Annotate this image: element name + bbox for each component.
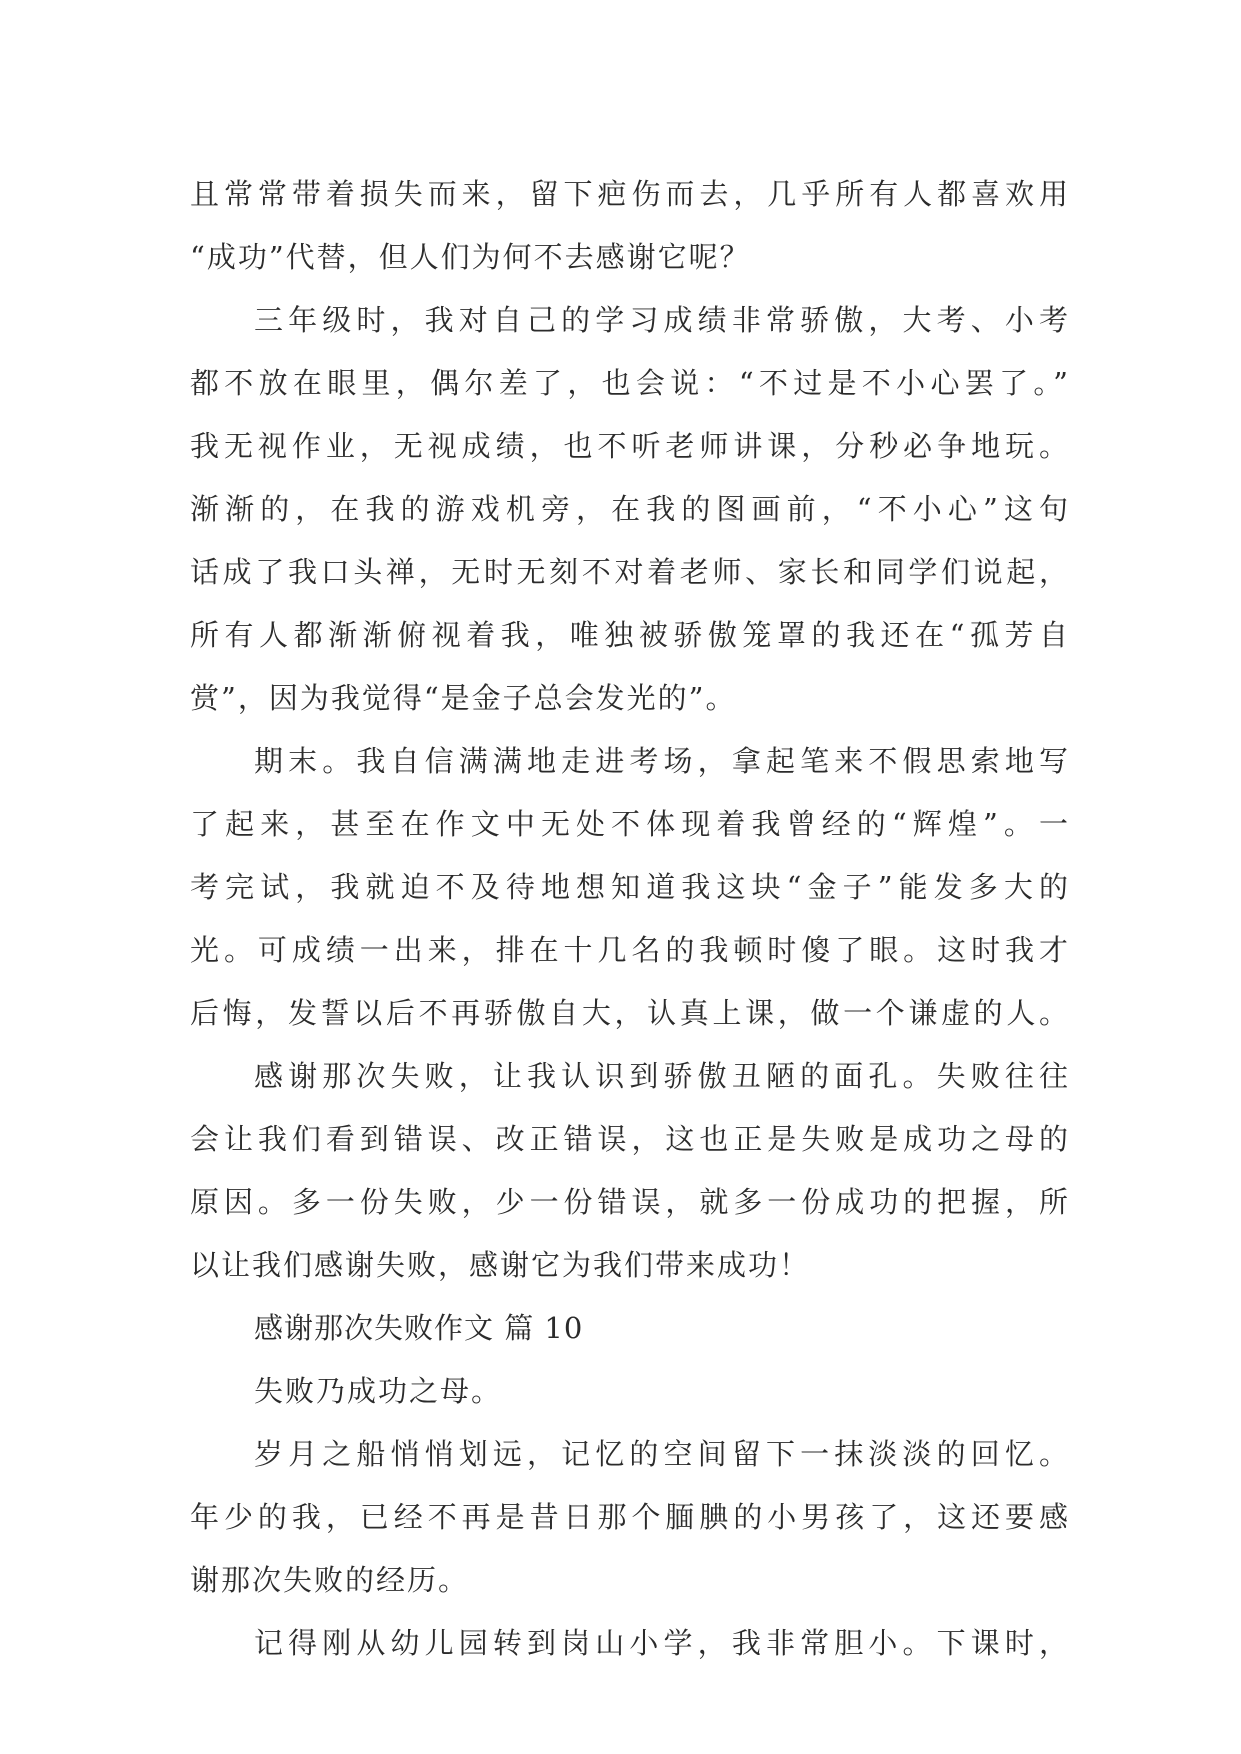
paragraph-line: 所有人都渐渐俯视着我，唯独被骄傲笼罩的我还在“孤芳自 (190, 618, 1070, 652)
paragraph-line: “成功”代替，但人们为何不去感谢它呢？ (190, 240, 751, 274)
paragraph-line: 赏”，因为我觉得“是金子总会发光的”。 (190, 681, 737, 715)
paragraph-line: 失败乃成功之母。 (254, 1374, 503, 1408)
paragraph-line: 渐渐的，在我的游戏机旁，在我的图画前，“不小心”这句 (190, 492, 1070, 526)
document-body (190, 163, 1070, 1675)
paragraph-line: 后悔，发誓以后不再骄傲自大，认真上课，做一个谦虚的人。 (190, 996, 1070, 1030)
paragraph-line: 会让我们看到错误、改正错误，这也正是失败是成功之母的 (190, 1122, 1070, 1156)
paragraph-line: 话成了我口头禅，无时无刻不对着老师、家长和同学们说起， (190, 555, 1070, 589)
paragraph-line: 以让我们感谢失败，感谢它为我们带来成功！ (190, 1248, 811, 1282)
paragraph-line: 了起来，甚至在作文中无处不体现着我曾经的“辉煌”。一 (190, 807, 1070, 841)
paragraph-line: 三年级时，我对自己的学习成绩非常骄傲，大考、小考 (254, 303, 1070, 337)
section-heading: 感谢那次失败作文 篇 10 (254, 1311, 584, 1345)
paragraph-line: 且常常带着损失而来，留下疤伤而去，几乎所有人都喜欢用 (190, 177, 1070, 211)
paragraph-line: 感谢那次失败，让我认识到骄傲丑陋的面孔。失败往往 (254, 1059, 1070, 1093)
paragraph-line: 谢那次失败的经历。 (190, 1563, 470, 1597)
paragraph-line: 记得刚从幼儿园转到岗山小学，我非常胆小。下课时， (254, 1626, 1070, 1660)
paragraph-line: 我无视作业，无视成绩，也不听老师讲课，分秒必争地玩。 (190, 429, 1070, 463)
paragraph-line: 都不放在眼里，偶尔差了，也会说：“不过是不小心罢了。” (190, 366, 1070, 400)
paragraph-line: 原因。多一份失败，少一份错误，就多一份成功的把握，所 (190, 1185, 1070, 1219)
paragraph-line: 光。可成绩一出来，排在十几名的我顿时傻了眼。这时我才 (190, 933, 1070, 967)
paragraph-line: 岁月之船悄悄划远，记忆的空间留下一抹淡淡的回忆。 (254, 1437, 1070, 1471)
paragraph-line: 年少的我，已经不再是昔日那个腼腆的小男孩了，这还要感 (190, 1500, 1070, 1534)
paragraph-line: 期末。我自信满满地走进考场，拿起笔来不假思索地写 (254, 744, 1070, 778)
paragraph-line: 考完试，我就迫不及待地想知道我这块“金子”能发多大的 (190, 870, 1070, 904)
